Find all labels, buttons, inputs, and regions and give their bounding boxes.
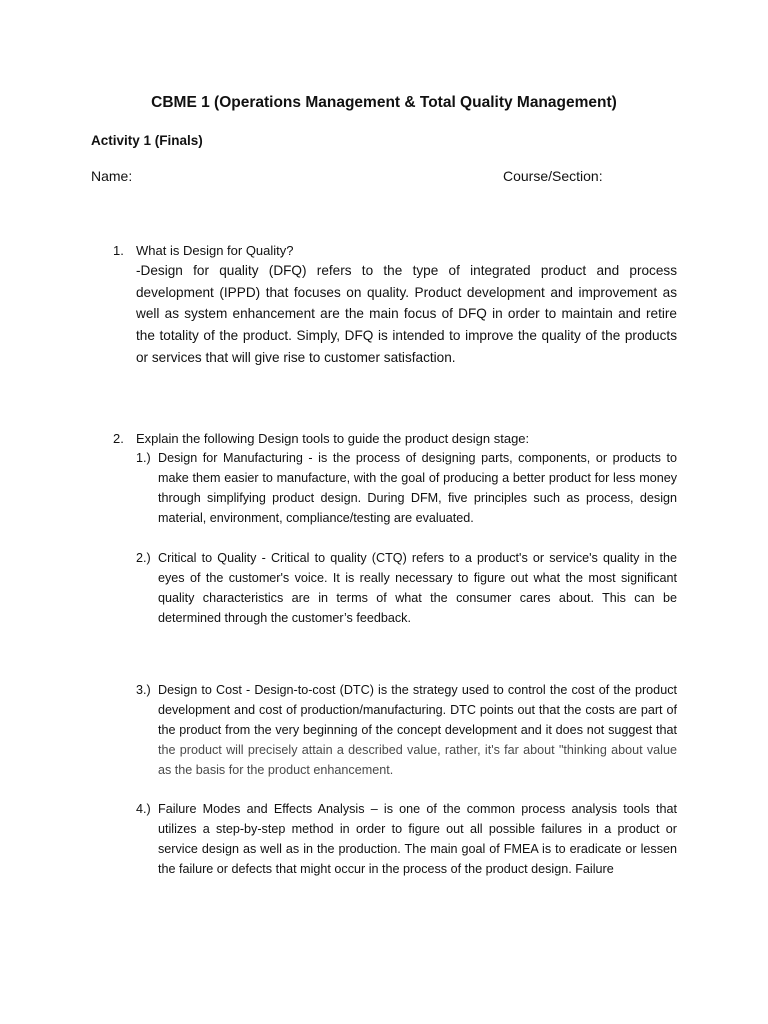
tool-item-text: Design for Manufacturing - is the process of designing parts, components, or products to make them easier to manufacture, with the goal of producing a better product for less money through simplifying product design. During DFM, five principles such as process, design material, environment, compliance/testing are evaluated. <box>158 451 677 525</box>
course-section-label: Course/Section: <box>503 168 603 184</box>
tool-item-number: 3.) <box>136 683 151 697</box>
question-1-number: 1. <box>113 243 124 258</box>
tool-item-fmea <box>136 799 677 879</box>
question-2-text: Explain the following Design tools to guide the product design stage: <box>136 431 530 446</box>
tool-item-dtc <box>136 680 677 780</box>
name-label: Name: <box>91 168 133 184</box>
document-title: CBME 1 (Operations Management & Total Quality Management) <box>151 94 617 111</box>
tool-item-text-main: Design to Cost - Design-to-cost (DTC) is the strategy used to control the cost of the product development and cost of production/manufacturing. DTC points out that the costs are part of the product from the very beginning of the concept development and it does not suggest that <box>158 683 677 737</box>
tool-item-number: 1.) <box>136 451 151 465</box>
question-1-answer: -Design for quality (DFQ) refers to the type of integrated product and process development (IPPD) that focuses on quality. Product development and improvement as well as system enhancement are the main focus of DFQ in order to maintain and retire the totality of the product. Simply, DFQ is intended to improve the quality of the products or services that will give rise to customer satisfaction. <box>136 263 677 365</box>
tool-item-text: Critical to Quality - Critical to quality (CTQ) refers to a product's or service's quality in the eyes of the customer's voice. It is really necessary to figure out what the most significant quality characteristics are in terms of what the consumer cares about. This can be determined through the customer’s feedback. <box>158 551 677 625</box>
question-2-number: 2. <box>113 431 124 446</box>
activity-heading: Activity 1 (Finals) <box>91 133 203 148</box>
tool-item-text: Failure Modes and Effects Analysis – is one of the common process analysis tools that utilizes a step-by-step method in order to figure out all possible failures in a product or service design as well as in the production. The main goal of FMEA is to eradicate or lessen the failure or defects that might occur in the process of the product design. Failure <box>158 802 677 876</box>
tool-item-text-pasted: the product will precisely attain a described value, rather, it's far about "thinking about value as the basis for the product enhancement. <box>158 743 677 777</box>
tool-item-number: 2.) <box>136 551 151 565</box>
tool-item-dfm <box>136 448 677 528</box>
question-1-text: What is Design for Quality? <box>136 243 294 258</box>
tool-item-ctq <box>136 548 677 628</box>
tool-item-number: 4.) <box>136 802 151 816</box>
tool-item-text <box>158 680 677 780</box>
